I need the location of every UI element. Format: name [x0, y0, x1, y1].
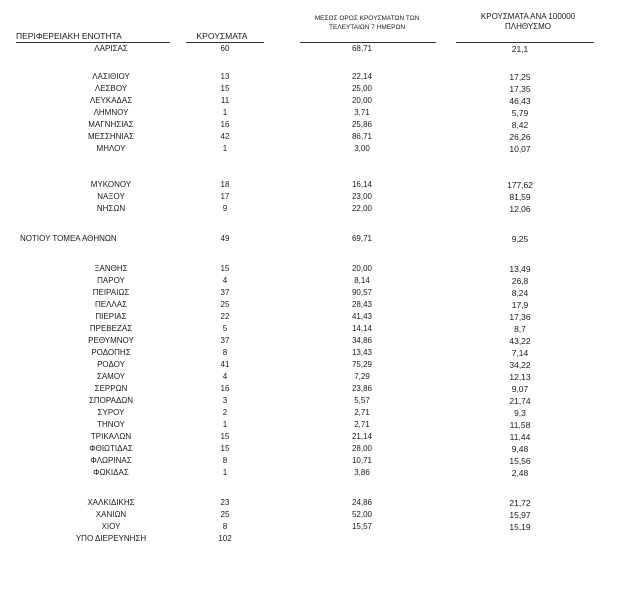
- region-cell: ΦΛΩΡΙΝΑΣ: [90, 456, 132, 465]
- avg-7-days-cell: 20,00: [351, 96, 373, 105]
- table-row: [0, 348, 636, 358]
- region-cell: ΛΕΣΒΟΥ: [94, 84, 128, 93]
- per-100000-cell: 15,19: [509, 522, 531, 532]
- region-cell: ΦΩΚΙΔΑΣ: [93, 468, 129, 477]
- table-row: [0, 132, 636, 142]
- avg-7-days-cell: 5,57: [354, 396, 370, 405]
- region-cell: ΜΥΚΟΝΟΥ: [90, 180, 132, 189]
- table-row: [0, 324, 636, 334]
- region-cell: ΡΟΔΟΠΗΣ: [91, 348, 131, 357]
- cases-cell: 22: [220, 312, 230, 321]
- cases-cell: 15: [220, 432, 230, 441]
- table-row: [0, 420, 636, 430]
- table-row: [0, 336, 636, 346]
- per-100000-cell: 15,56: [509, 456, 531, 466]
- per-100000-cell: 26,26: [509, 132, 531, 142]
- table-row: [0, 276, 636, 286]
- table-row: [0, 408, 636, 418]
- per-100000-cell: 9,3: [514, 408, 526, 418]
- region-cell: ΞΑΝΘΗΣ: [94, 264, 128, 273]
- avg-7-days-cell: 22,00: [351, 204, 373, 213]
- per-100000-cell: 7,14: [511, 348, 529, 358]
- table-row: [0, 44, 636, 54]
- header-avg: [292, 15, 442, 32]
- per-100000-cell: 177,62: [507, 180, 533, 190]
- avg-7-days-cell: 86,71: [351, 132, 373, 141]
- region-cell: ΧΑΛΚΙΔΙΚΗΣ: [87, 498, 135, 507]
- avg-7-days-cell: 41,43: [351, 312, 373, 321]
- per-100000-cell: 43,22: [509, 336, 531, 346]
- region-cell: ΧΑΝΙΩΝ: [95, 510, 127, 519]
- region-cell: ΡΟΔΟΥ: [97, 360, 125, 369]
- cases-cell: 2: [222, 408, 228, 417]
- region-cell: ΛΕΥΚΑΔΑΣ: [89, 96, 133, 105]
- per-100000-cell: 17,35: [509, 84, 531, 94]
- per-100000-cell: 12,06: [509, 204, 531, 214]
- cases-cell: 9: [222, 204, 228, 213]
- cases-cell: 1: [222, 468, 228, 477]
- avg-7-days-cell: 3,71: [354, 108, 370, 117]
- avg-7-days-cell: 13,43: [351, 348, 373, 357]
- table-row: [0, 180, 636, 190]
- avg-7-days-cell: 2,71: [354, 420, 370, 429]
- table-row: [0, 360, 636, 370]
- per-100000-cell: 46,43: [509, 96, 531, 106]
- table-row: [0, 456, 636, 466]
- table-row: [0, 288, 636, 298]
- region-cell: ΦΘΙΩΤΙΔΑΣ: [89, 444, 133, 453]
- table-row: [0, 534, 636, 544]
- per-100000-cell: 21,74: [509, 396, 531, 406]
- avg-7-days-cell: 22,14: [351, 72, 373, 81]
- header-region: ΠΕΡΙΦΕΡΕΙΑΚΗ ΕΝΟΤΗΤΑ: [16, 31, 122, 41]
- header-underline-per: [456, 42, 594, 43]
- region-cell: ΠΑΡΟΥ: [97, 276, 125, 285]
- avg-7-days-cell: 90,57: [351, 288, 373, 297]
- avg-7-days-cell: 2,71: [354, 408, 370, 417]
- avg-7-days-cell: 24,86: [351, 498, 373, 507]
- per-100000-cell: 13,49: [509, 264, 531, 274]
- avg-7-days-cell: 28,00: [351, 444, 373, 453]
- avg-7-days-cell: 75,29: [351, 360, 373, 369]
- per-100000-cell: 17,9: [511, 300, 529, 310]
- table-row: [0, 204, 636, 214]
- region-cell: ΤΗΝΟΥ: [97, 420, 125, 429]
- avg-7-days-cell: 21,14: [351, 432, 373, 441]
- avg-7-days-cell: 68,71: [351, 44, 373, 53]
- table-row: [0, 108, 636, 118]
- cases-cell: 49: [220, 234, 230, 243]
- cases-cell: 60: [220, 44, 230, 53]
- per-100000-cell: 8,42: [511, 120, 529, 130]
- cases-cell: 37: [220, 336, 230, 345]
- table-row: [0, 498, 636, 508]
- cases-cell: 3: [222, 396, 228, 405]
- per-100000-cell: 9,48: [511, 444, 529, 454]
- per-100000-cell: 12,13: [509, 372, 531, 382]
- region-cell: ΥΠΟ ΔΙΕΡΕΥΝΗΣΗ: [75, 534, 147, 543]
- header-per-line2: ΠΛΗΘΥΣΜΟ: [504, 21, 552, 31]
- avg-7-days-cell: 8,14: [354, 276, 370, 285]
- header-avg-line2: ΤΕΛΕΥΤΑΙΩΝ 7 ΗΜΕΡΩΝ: [328, 23, 406, 31]
- per-100000-cell: 17,25: [509, 72, 531, 82]
- cases-cell: 37: [220, 288, 230, 297]
- region-cell: ΛΑΡΙΣΑΣ: [94, 44, 128, 53]
- avg-7-days-cell: 3,00: [354, 144, 370, 153]
- region-cell: ΛΑΣΙΘΙΟΥ: [92, 72, 130, 81]
- per-100000-cell: 81,59: [509, 192, 531, 202]
- cases-cell: 42: [220, 132, 230, 141]
- table-row: [0, 264, 636, 274]
- per-100000-cell: 15,97: [509, 510, 531, 520]
- per-100000-cell: 10,07: [509, 144, 531, 154]
- per-100000-cell: 11,58: [509, 420, 531, 430]
- per-100000-cell: 9,07: [511, 384, 529, 394]
- table-row: [0, 384, 636, 394]
- header-per-line1: ΚΡΟΥΣΜΑΤΑ ΑΝΑ 100000: [480, 12, 576, 21]
- per-100000-cell: 26,8: [511, 276, 529, 286]
- cases-cell: 16: [220, 384, 230, 393]
- table-row: [0, 468, 636, 478]
- avg-7-days-cell: 28,43: [351, 300, 373, 309]
- avg-7-days-cell: 20,00: [351, 264, 373, 273]
- region-cell: ΤΡΙΚΑΛΩΝ: [90, 432, 132, 441]
- cases-cell: 8: [222, 456, 228, 465]
- avg-7-days-cell: 25,86: [351, 120, 373, 129]
- cases-cell: 1: [222, 420, 228, 429]
- avg-7-days-cell: 16,14: [351, 180, 373, 189]
- table-row: [0, 84, 636, 94]
- avg-7-days-cell: 23,00: [351, 192, 373, 201]
- table-row: [0, 312, 636, 322]
- per-100000-cell: 9,25: [511, 234, 529, 244]
- region-cell: ΜΕΣΣΗΝΙΑΣ: [88, 132, 134, 141]
- header-underline-avg: [300, 42, 436, 43]
- table-row: [0, 72, 636, 82]
- cases-cell: 16: [220, 120, 230, 129]
- per-100000-cell: 8,7: [514, 324, 526, 334]
- avg-7-days-cell: 25,00: [351, 84, 373, 93]
- per-100000-cell: 2,48: [511, 468, 529, 478]
- region-cell: ΠΕΙΡΑΙΩΣ: [92, 288, 130, 297]
- cases-cell: 18: [220, 180, 230, 189]
- cases-cell: 15: [220, 264, 230, 273]
- cases-cell: 102: [218, 534, 232, 543]
- region-cell: ΣΑΜΟΥ: [96, 372, 126, 381]
- per-100000-cell: 34,22: [509, 360, 531, 370]
- avg-7-days-cell: 34,86: [351, 336, 373, 345]
- table-row: [0, 120, 636, 130]
- per-100000-cell: 11,44: [509, 432, 531, 442]
- cases-cell: 1: [222, 108, 228, 117]
- cases-cell: 4: [222, 372, 228, 381]
- header-underline-region: [16, 42, 170, 43]
- region-cell: ΜΑΓΝΗΣΙΑΣ: [88, 120, 134, 129]
- cases-cell: 8: [222, 522, 228, 531]
- region-cell: ΝΗΣΩΝ: [96, 204, 126, 213]
- header-underline-cases: [186, 42, 264, 43]
- cases-cell: 25: [220, 510, 230, 519]
- table-row: [0, 234, 636, 244]
- header-avg-line1: ΜΕΣΟΣ ΟΡΟΣ ΚΡΟΥΣΜΑΤΩΝ ΤΩΝ: [314, 15, 420, 22]
- per-100000-cell: 8,24: [511, 288, 529, 298]
- cases-cell: 15: [220, 84, 230, 93]
- region-cell: ΜΗΛΟΥ: [96, 144, 126, 153]
- cases-cell: 17: [220, 192, 230, 201]
- per-100000-cell: 21,72: [509, 498, 531, 508]
- avg-7-days-cell: 52,00: [351, 510, 373, 519]
- avg-7-days-cell: 7,29: [354, 372, 370, 381]
- avg-7-days-cell: 69,71: [351, 234, 373, 243]
- cases-cell: 8: [222, 348, 228, 357]
- per-100000-cell: 5,79: [511, 108, 529, 118]
- avg-7-days-cell: 10,71: [351, 456, 373, 465]
- region-cell: ΡΕΘΥΜΝΟΥ: [88, 336, 134, 345]
- header-cases: ΚΡΟΥΣΜΑΤΑ: [196, 31, 248, 41]
- avg-7-days-cell: 3,86: [354, 468, 370, 477]
- table-row: [0, 396, 636, 406]
- region-cell: ΝΟΤΙΟΥ ΤΟΜΕΑ ΑΘΗΝΩΝ: [20, 234, 117, 243]
- avg-7-days-cell: 14,14: [351, 324, 373, 333]
- table-row: [0, 192, 636, 202]
- cases-cell: 15: [220, 444, 230, 453]
- header-per-capita: [448, 12, 608, 31]
- cases-cell: 4: [222, 276, 228, 285]
- region-cell: ΣΠΟΡΑΔΩΝ: [88, 396, 134, 405]
- per-100000-cell: 17,36: [509, 312, 531, 322]
- table-row: [0, 144, 636, 154]
- region-cell: ΣΥΡΟΥ: [97, 408, 125, 417]
- cases-cell: 13: [220, 72, 230, 81]
- cases-cell: 11: [220, 96, 230, 105]
- cases-cell: 5: [222, 324, 228, 333]
- region-cell: ΠΕΛΛΑΣ: [94, 300, 128, 309]
- table-row: [0, 96, 636, 106]
- region-cell: ΠΙΕΡΙΑΣ: [95, 312, 127, 321]
- per-100000-cell: 21,1: [511, 44, 529, 54]
- region-cell: ΧΙΟΥ: [101, 522, 121, 531]
- table-row: [0, 432, 636, 442]
- cases-cell: 25: [220, 300, 230, 309]
- table-row: [0, 522, 636, 532]
- region-cell: ΠΡΕΒΕΖΑΣ: [89, 324, 133, 333]
- cases-cell: 23: [220, 498, 230, 507]
- table-row: [0, 372, 636, 382]
- region-cell: ΛΗΜΝΟΥ: [93, 108, 129, 117]
- cases-cell: 41: [220, 360, 230, 369]
- avg-7-days-cell: 15,57: [351, 522, 373, 531]
- region-cell: ΣΕΡΡΩΝ: [94, 384, 128, 393]
- cases-cell: 1: [222, 144, 228, 153]
- table-row: [0, 300, 636, 310]
- table-row: [0, 510, 636, 520]
- region-cell: ΝΑΞΟΥ: [97, 192, 125, 201]
- avg-7-days-cell: 23,86: [351, 384, 373, 393]
- table-row: [0, 444, 636, 454]
